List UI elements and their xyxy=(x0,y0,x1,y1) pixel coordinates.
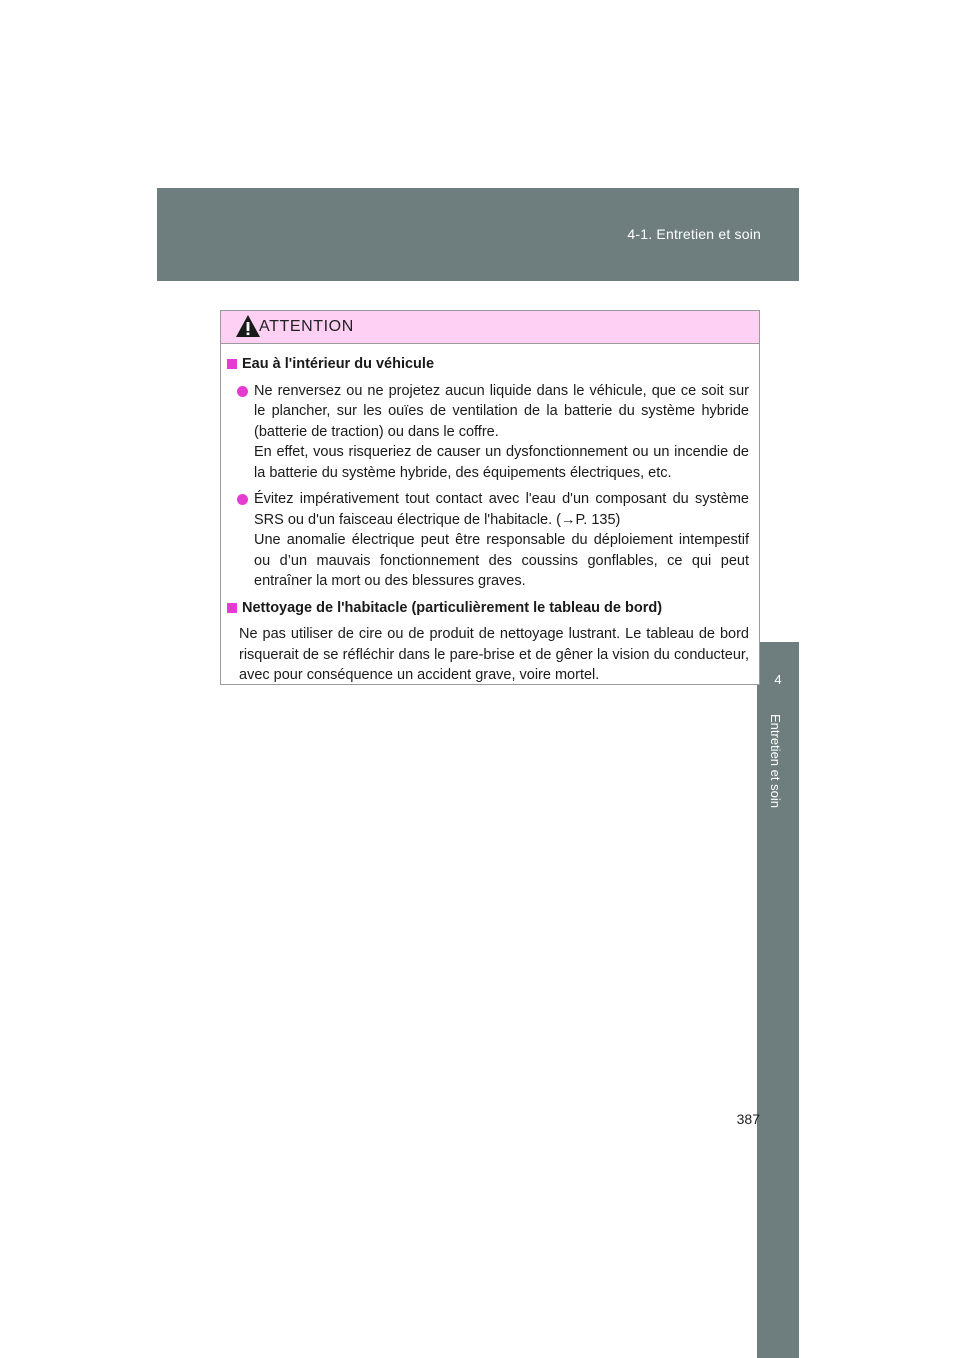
section-heading-text: Nettoyage de l'habitacle (particulièrement le tableau de bord) xyxy=(242,599,663,616)
section-title: 4-1. Entretien et soin xyxy=(627,226,761,242)
list-item-text xyxy=(254,489,749,592)
paragraph: En effet, vous risqueriez de causer un dysfonctionnement ou un incendie de la batterie du système hybride, des équipements électriques, etc. xyxy=(254,444,749,481)
section-heading-text: Eau à l'intérieur du véhicule xyxy=(242,356,435,372)
page-number: 387 xyxy=(736,1111,760,1127)
header-band xyxy=(157,188,799,281)
square-bullet-icon xyxy=(227,603,237,613)
chapter-side-tab xyxy=(757,642,799,1358)
list-item xyxy=(227,489,749,592)
chapter-label: Entretien et soin xyxy=(768,714,783,808)
section-heading-cleaning xyxy=(227,598,749,619)
square-bullet-icon xyxy=(227,359,237,369)
chapter-number: 4 xyxy=(774,672,782,687)
paragraph: Évitez impérativement tout contact avec l'eau d'un composant du système SRS ou d'un faisceau électrique de l'habitacle. (→P. 135) xyxy=(254,491,749,528)
list-item-text xyxy=(254,381,749,484)
circle-bullet-icon xyxy=(237,386,248,397)
warning-triangle-icon xyxy=(235,314,261,338)
list-item xyxy=(227,381,749,484)
paragraph: Une anomalie électrique peut être responsable du déploiement intempestif ou d’un mauvais fonctionnement des coussins gonflables, ce qui peut entraîner la mort ou des blessures graves. xyxy=(254,532,749,589)
circle-bullet-icon xyxy=(237,494,248,505)
paragraph: Ne renversez ou ne projetez aucun liquide dans le véhicule, que ce soit sur le plancher, sur les ouïes de ventilation de la batterie du système hybride (batterie de traction) ou dans le coffre. xyxy=(254,382,749,440)
section-heading-water xyxy=(227,354,749,375)
warning-header xyxy=(221,311,759,344)
warning-title: ATTENTION xyxy=(259,318,354,335)
side-tab-gap xyxy=(757,281,799,642)
paragraph: Ne pas utiliser de cire ou de produit de nettoyage lustrant. Le tableau de bord risquerait de se réfléchir dans le pare-brise et de gêner la vision du conducteur, avec pour conséquence un accident grave, voire mortel. xyxy=(239,626,749,683)
warning-box xyxy=(220,310,760,685)
warning-body xyxy=(221,344,759,686)
